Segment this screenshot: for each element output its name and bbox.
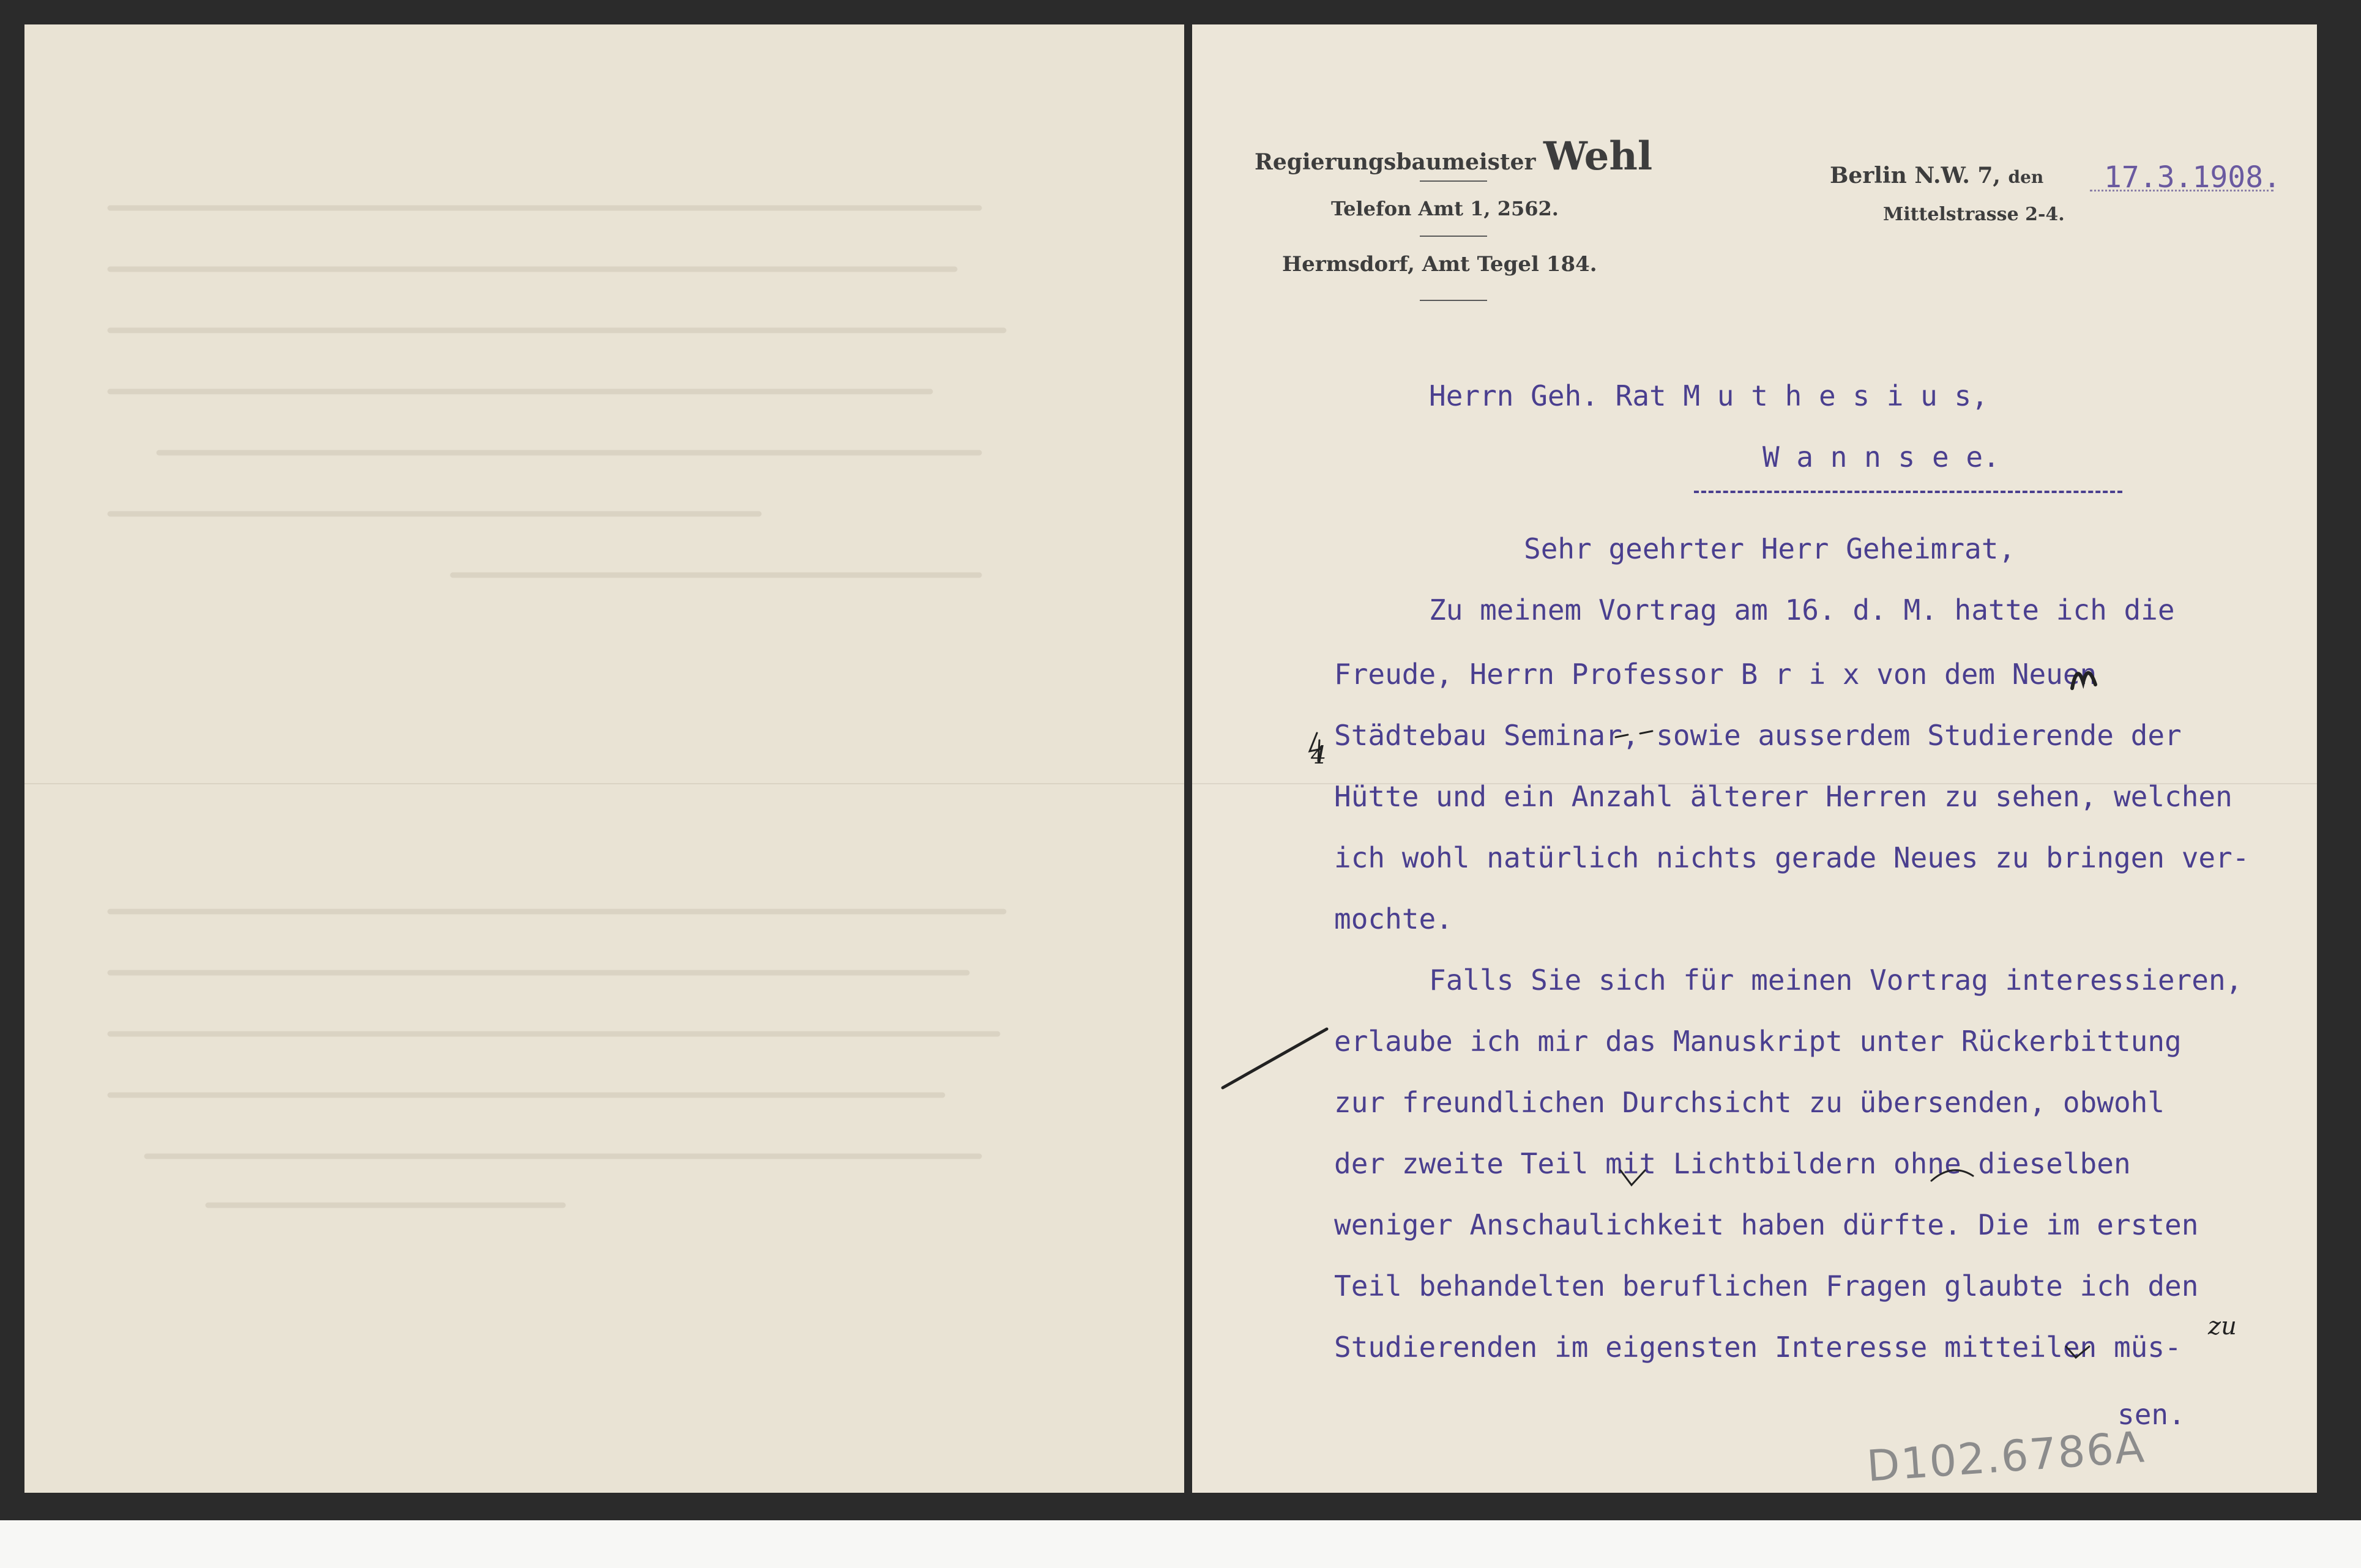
letterhead-city [1830,163,2043,188]
letterhead-rule [1420,300,1487,301]
insert-caret-mark [1616,1165,1652,1190]
n-correction-mark [2068,658,2099,694]
body-line: Studierenden im eigensten Interesse mitteilen müs- [1334,1331,2182,1364]
body-line: ich wohl natürlich nichts gerade Neues zu bringen ver- [1334,841,2250,874]
body-line: mochte. [1334,902,1453,935]
left-page [24,24,1184,1493]
body-line: Teil behandelten beruflichen Fragen glaubte ich den [1334,1269,2199,1302]
handwritten-insert-zu: zu [2208,1312,2237,1340]
letterhead-name [1255,133,1652,179]
addressee-line-2: W a n n s e e. [1762,440,2000,474]
body-line: erlaube ich mir das Manuskript unter Rückerbittung [1334,1025,2182,1058]
letter-date: 17.3.1908. [2104,160,2281,195]
show-through-text [24,24,1184,1493]
body-line: sen. [2117,1398,2185,1431]
archive-number: D102.6786A [1865,1422,2147,1492]
insert-caret-mark [2062,1343,2099,1361]
city-label: Berlin N.W. 7, [1830,163,2001,188]
letterhead-rule [1420,236,1487,237]
letterhead-surname: Wehl [1543,133,1653,179]
body-line: Zu meinem Vortrag am 16. d. M. hatte ich die [1429,593,2175,626]
body-line: Freude, Herrn Professor B r i x von dem Neuen [1334,658,2097,691]
letterhead-telephone: Telefon Amt 1, 2562. [1331,197,1559,220]
body-line: zur freundlichen Durchsicht zu übersenden, obwohl [1334,1086,2165,1119]
word-arc-mark [1928,1162,1977,1187]
letterhead-title: Regierungsbaumeister [1255,149,1536,175]
body-line: der zweite Teil mit Lichtbildern ohne dieselben [1334,1147,2131,1180]
body-line: weniger Anschaulichkeit haben dürfte. Die im ersten [1334,1208,2199,1241]
letterhead-home: Hermsdorf, Amt Tegel 184. [1282,252,1597,277]
letterhead-rule [1420,180,1487,182]
salutation: Sehr geehrter Herr Geheimrat, [1524,532,2016,565]
letterhead-street: Mittelstrasse 2-4. [1883,204,2065,225]
scanner-background-strip [0,1520,2361,1568]
addressee-underline [1694,491,2122,493]
body-line: Falls Sie sich für meinen Vortrag interessieren, [1429,964,2243,997]
margin-number-mark: 4 [1311,741,1327,770]
body-line: Städtebau Seminar, sowie ausserdem Studierende der [1334,719,2182,752]
margin-pen-stroke [1218,1016,1340,1095]
den-label: den [2008,167,2044,187]
body-line: Hütte und ein Anzahl älterer Herren zu sehen, welchen [1334,780,2232,813]
hyphen-correction-mark [1609,725,1665,756]
addressee-line-1: Herrn Geh. Rat M u t h e s i u s, [1429,379,1988,412]
